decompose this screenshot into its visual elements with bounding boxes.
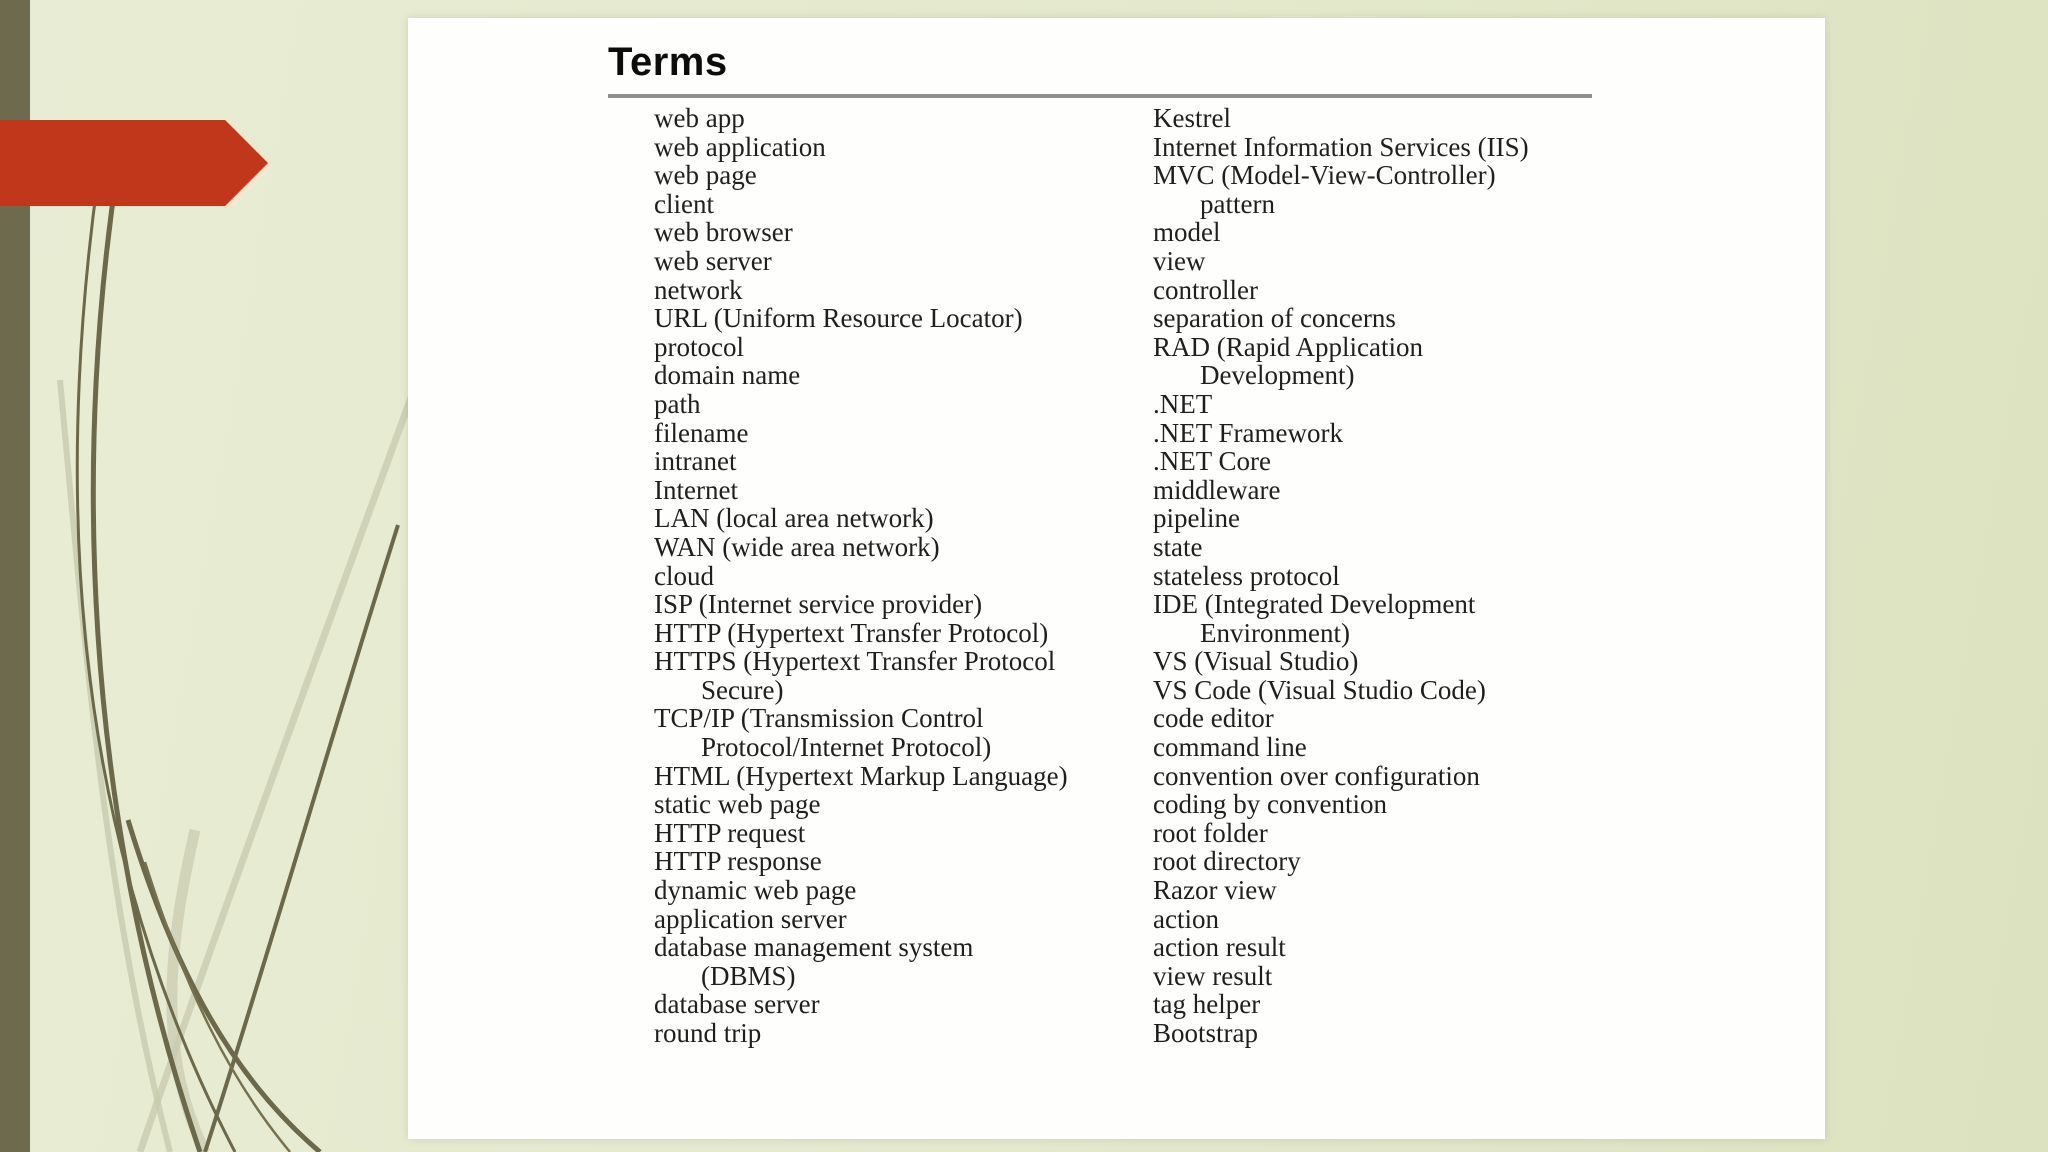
term-line: WAN (wide area network) <box>654 531 940 562</box>
term-line: command line <box>1153 732 1307 763</box>
term-line: Development) <box>1200 360 1355 391</box>
term-line: database server <box>654 989 820 1020</box>
term-line: (DBMS) <box>701 960 796 991</box>
term-line: .NET Framework <box>1153 417 1343 448</box>
term-line: HTTPS (Hypertext Transfer Protocol <box>654 646 1056 677</box>
term-line: RAD (Rapid Application <box>1153 331 1423 362</box>
term-line: VS (Visual Studio) <box>1153 646 1359 677</box>
textbook-page-panel <box>408 18 1825 1139</box>
term-line: state <box>1153 531 1203 562</box>
term-line: action <box>1153 903 1219 934</box>
term-line: code editor <box>1153 703 1274 734</box>
term-line: cloud <box>654 560 714 591</box>
term-line: HTTP (Hypertext Transfer Protocol) <box>654 617 1049 648</box>
term-line: Environment) <box>1200 617 1350 648</box>
term-line: domain name <box>654 360 801 391</box>
term-line: action result <box>1153 932 1286 963</box>
term-line: separation of concerns <box>1153 303 1396 334</box>
term-line: tag helper <box>1153 989 1261 1020</box>
term-line: network <box>654 274 743 305</box>
term-line: LAN (local area network) <box>654 503 934 534</box>
term-line: URL (Uniform Resource Locator) <box>654 303 1023 334</box>
term-line: web page <box>654 160 757 191</box>
term-line: client <box>654 188 714 219</box>
term-line: model <box>1153 217 1221 248</box>
term-line: HTTP response <box>654 846 822 877</box>
term-line: Internet Information Services (IIS) <box>1153 131 1529 162</box>
term-line: intranet <box>654 446 737 477</box>
term-line: application server <box>654 903 847 934</box>
term-line: view result <box>1153 960 1273 991</box>
terms-column-left <box>654 104 1068 1048</box>
term-line: Bootstrap <box>1153 1018 1258 1048</box>
red-arrow-shape <box>0 120 268 206</box>
term-line: TCP/IP (Transmission Control <box>654 703 984 734</box>
term-line: web browser <box>654 217 793 248</box>
term-line: ISP (Internet service provider) <box>654 589 983 620</box>
term-line: pattern <box>1200 188 1275 219</box>
term-line: middleware <box>1153 474 1281 505</box>
term-line: dynamic web page <box>654 875 857 906</box>
term-line: filename <box>654 417 749 448</box>
term-line: HTML (Hypertext Markup Language) <box>654 760 1068 791</box>
term-line: path <box>654 388 701 419</box>
term-line: protocol <box>654 331 744 362</box>
term-line: pipeline <box>1153 503 1240 534</box>
term-line: Internet <box>654 474 738 505</box>
term-line: convention over configuration <box>1153 760 1480 791</box>
term-line: database management system <box>654 932 974 963</box>
term-line: root directory <box>1153 846 1301 877</box>
terms-column-right <box>1153 104 1529 1048</box>
page-title: Terms <box>608 40 728 84</box>
term-line: .NET <box>1153 388 1213 419</box>
term-line: Secure) <box>701 674 784 705</box>
term-line: Protocol/Internet Protocol) <box>701 732 992 763</box>
term-line: view <box>1153 245 1206 276</box>
term-line: HTTP request <box>654 817 806 848</box>
term-line: coding by convention <box>1153 789 1387 820</box>
term-line: static web page <box>654 789 821 820</box>
term-line: Kestrel <box>1153 103 1231 133</box>
term-line: web app <box>654 103 745 133</box>
term-line: Razor view <box>1153 875 1277 906</box>
term-line: round trip <box>654 1018 762 1048</box>
term-line: IDE (Integrated Development <box>1153 589 1476 620</box>
heading-rule <box>608 94 1592 98</box>
term-line: root folder <box>1153 817 1268 848</box>
term-line: .NET Core <box>1153 446 1271 477</box>
term-line: controller <box>1153 274 1258 305</box>
term-line: web application <box>654 131 826 162</box>
term-line: VS Code (Visual Studio Code) <box>1153 674 1486 705</box>
term-line: MVC (Model-View-Controller) <box>1153 160 1496 191</box>
term-line: stateless protocol <box>1153 560 1340 591</box>
term-line: web server <box>654 245 772 276</box>
